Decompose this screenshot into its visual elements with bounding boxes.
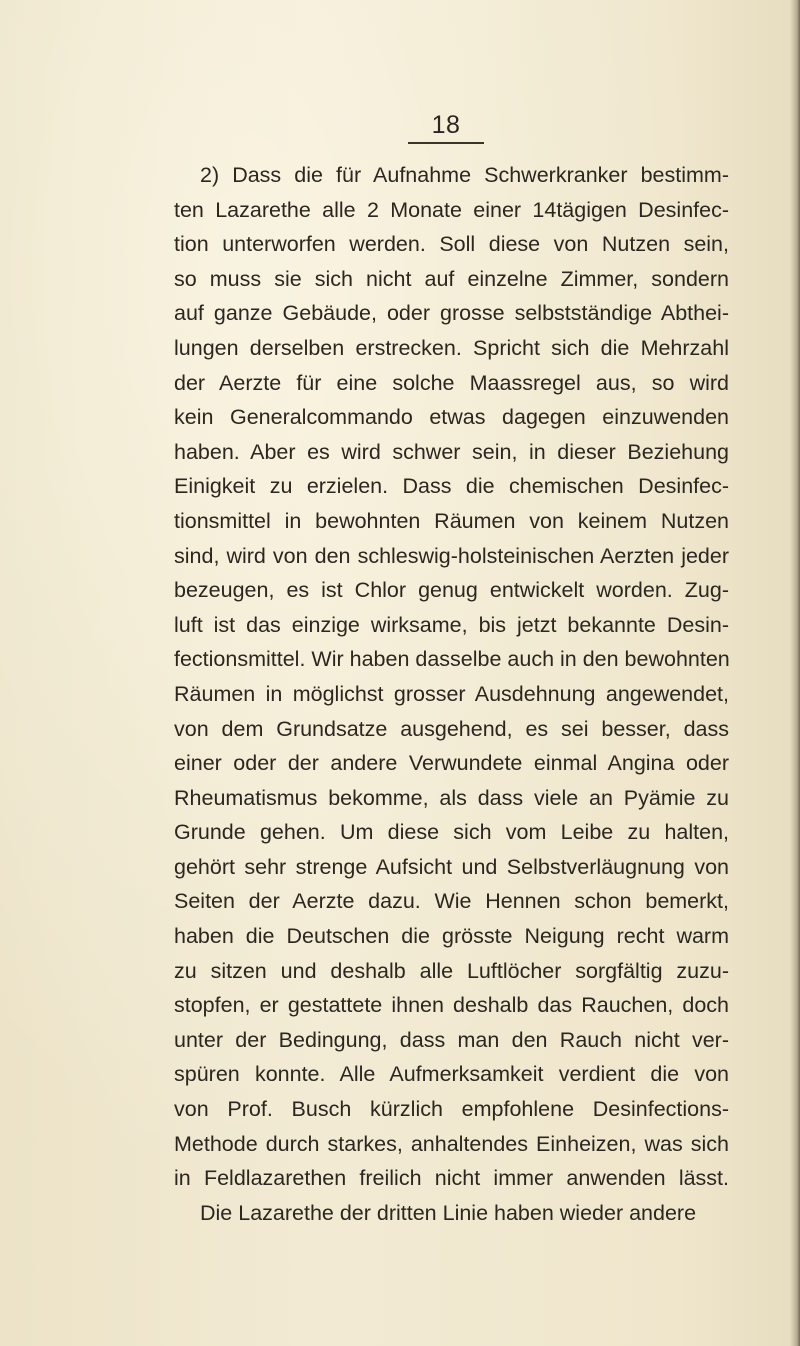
text-line: der Aerzte für eine solche Maassregel aus, so wird (174, 370, 729, 395)
text-line: auf ganze Gebäude, oder grosse selbstständige Abthei- (174, 301, 729, 326)
page-number: 18 (408, 108, 484, 144)
text-line: spüren konnte. Alle Aufmerksamkeit verdient die von (174, 1062, 729, 1087)
text-line: so muss sie sich nicht auf einzelne Zimmer, sondern (174, 266, 729, 291)
text-line: Methode durch starkes, anhaltendes Einheizen, was sich (174, 1131, 729, 1156)
text-line: bezeugen, es ist Chlor genug entwickelt worden. Zug- (174, 578, 729, 603)
text-line: luft ist das einzige wirksame, bis jetzt bekannte Desin- (174, 612, 729, 637)
text-line: fectionsmittel. Wir haben dasselbe auch in den bewohnten (174, 647, 730, 672)
body-text (174, 158, 729, 1230)
text-line: haben. Aber es wird schwer sein, in dieser Beziehung (174, 439, 729, 464)
text-line: tion unterworfen werden. Soll diese von Nutzen sein, (174, 232, 729, 257)
text-line: Einigkeit zu erzielen. Dass die chemischen Desinfec- (174, 474, 729, 499)
text-line: 2) Dass die für Aufnahme Schwerkranker bestimm- (200, 163, 729, 187)
text-line: sind, wird von den schleswig-holsteinischen Aerzten jeder (174, 543, 729, 568)
text-line: unter der Bedingung, dass man den Rauch nicht ver- (174, 1027, 729, 1052)
text-line: Räumen in möglichst grosser Ausdehnung angewendet, (174, 681, 729, 706)
text-line: zu sitzen und deshalb alle Luftlöcher sorgfältig zuzu- (174, 958, 729, 983)
text-line: gehört sehr strenge Aufsicht und Selbstverläugnung von (174, 854, 729, 879)
text-line: Die Lazarethe der dritten Linie haben wieder andere (200, 1200, 697, 1225)
text-line: lungen derselben erstrecken. Spricht sich die Mehrzahl (174, 335, 729, 360)
page-edge-shadow (790, 0, 800, 1346)
text-line: ten Lazarethe alle 2 Monate einer 14tägigen Desinfec- (174, 197, 729, 222)
text-line: kein Generalcommando etwas dagegen einzuwenden (174, 405, 729, 430)
text-line: von dem Grundsatze ausgehend, es sei besser, dass (174, 716, 729, 741)
text-line: von Prof. Busch kürzlich empfohlene Desinfections- (174, 1097, 729, 1122)
text-line: Grunde gehen. Um diese sich vom Leibe zu halten, (174, 820, 729, 845)
text-line: einer oder der andere Verwundete einmal Angina oder (174, 751, 729, 776)
text-line: in Feldlazarethen freilich nicht immer anwenden lässt. (174, 1166, 729, 1191)
text-line: tionsmittel in bewohnten Räumen von keinem Nutzen (174, 508, 729, 533)
text-line: Rheumatismus bekomme, als dass viele an Pyämie zu (174, 785, 729, 810)
text-line: haben die Deutschen die grösste Neigung recht warm (174, 924, 729, 949)
text-line: Seiten der Aerzte dazu. Wie Hennen schon bemerkt, (174, 889, 729, 914)
text-line: stopfen, er gestattete ihnen deshalb das Rauchen, doch (174, 993, 729, 1018)
